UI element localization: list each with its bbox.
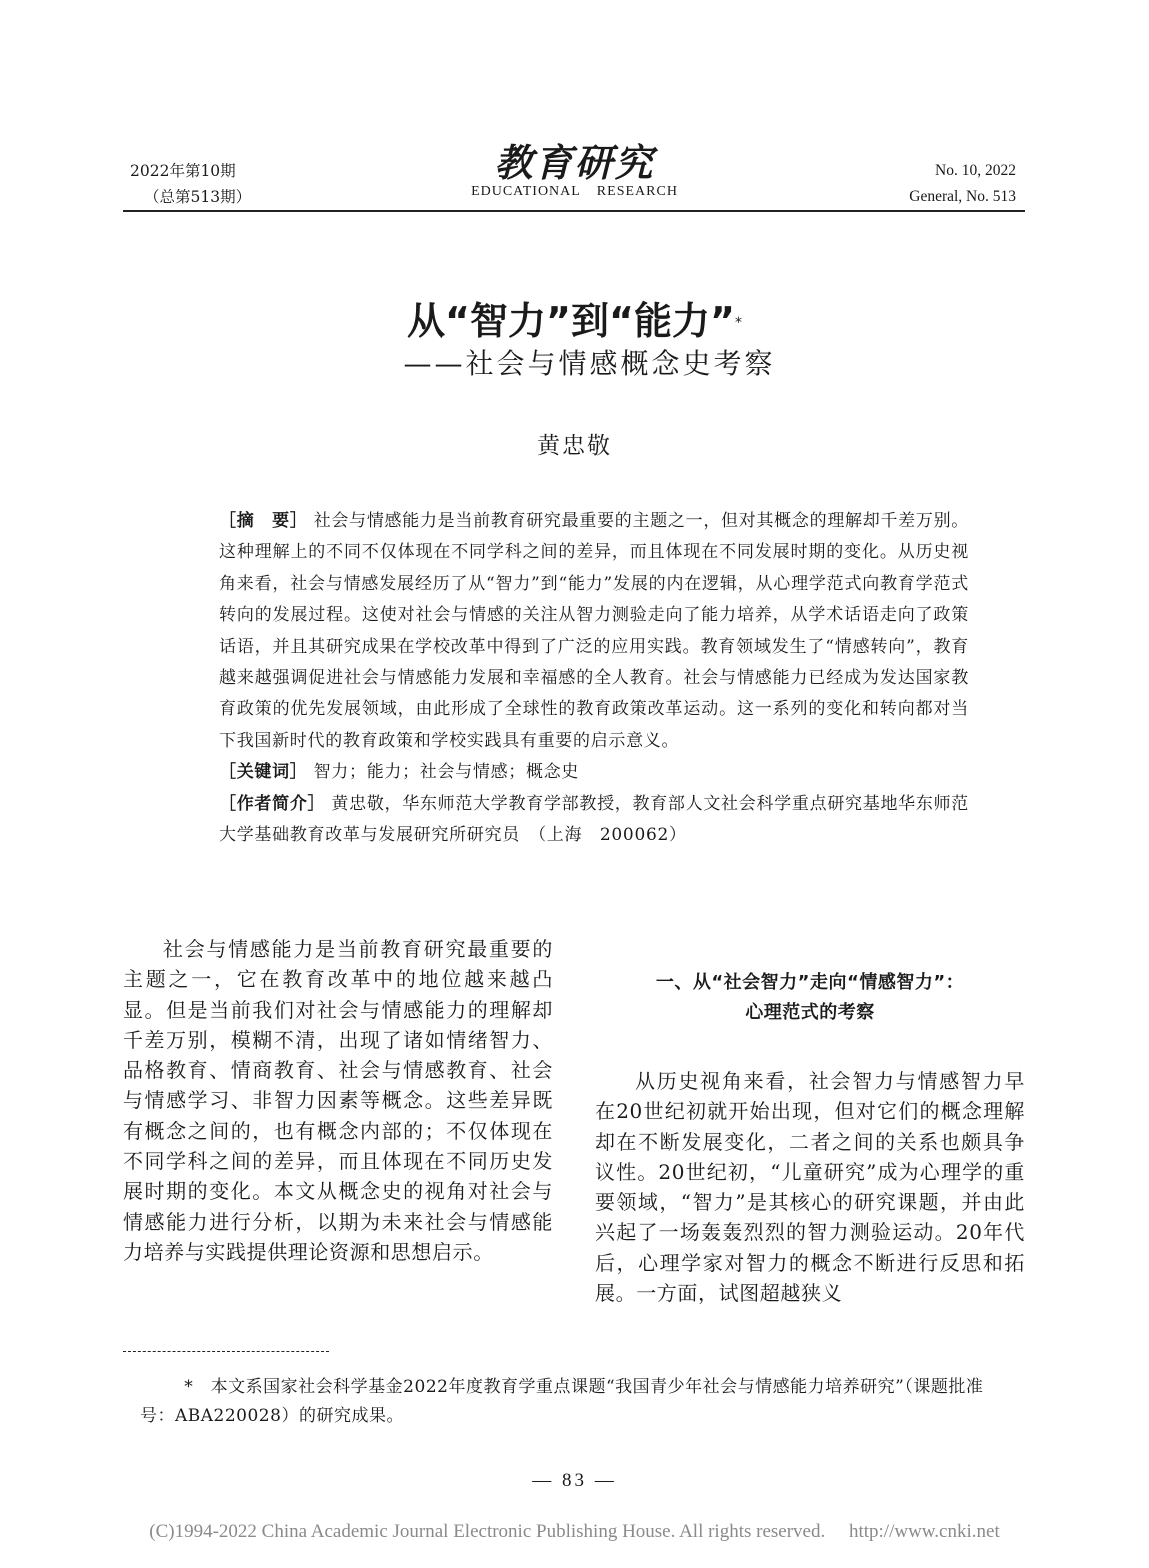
- bio-label: ［作者简介］: [219, 793, 326, 814]
- footnote: [140, 1373, 1010, 1431]
- title-text: 从“智力”到“能力”: [407, 299, 735, 343]
- footnote-rule: [123, 1351, 329, 1352]
- abstract-label: ［摘 要］: [219, 511, 308, 531]
- article-author: 黄忠敬: [537, 433, 612, 459]
- keywords-paragraph: [183, 757, 969, 788]
- section-paragraph: 从历史视角来看，社会智力与情感智力早在20世纪初就开始出现，但对它们的概念理解却在不断发展变化，二者之间的关系也颇具争议性。20世纪初，“儿童研究”成为心理学的重要领域，“智力”是其核心的研究课题，并由此兴起了一场轰轰烈烈的智力测验运动。20年代后，心理学家对智力的概念不断进行反思和拓展。一方面，试图超越狭义: [595, 1069, 1025, 1306]
- body-right-column: [595, 1066, 1025, 1308]
- footnote-text: * 本文系国家社会科学基金2022年度教育学重点课题“我国青少年社会与情感能力培养研究”（课题批准号：ABA220028）的研究成果。: [140, 1377, 984, 1426]
- keywords-text: 智力；能力；社会与情感；概念史: [313, 762, 580, 783]
- issue-number-cn: 2022年第10期: [130, 162, 236, 180]
- issue-number-en: No. 10, 2022: [935, 162, 1016, 179]
- title-footnote-mark: *: [734, 315, 742, 331]
- body-left-column: [123, 934, 553, 1267]
- header-rule: [123, 210, 1025, 212]
- section-heading-line-2: 心理范式的考察: [745, 1002, 875, 1023]
- article-subtitle: ——社会与情感概念史考察: [403, 347, 776, 380]
- intro-paragraph: 社会与情感能力是当前教育研究最重要的主题之一，它在教育改革中的地位越来越凸显。但是当前我们对社会与情感能力的理解却千差万别，模糊不清，出现了诸如情绪智力、品格教育、情商教育、社会与情感教育、社会与情感学习、非智力因素等概念。这些差异既有概念之间的，也有概念内部的；不仅体现在不同学科之间的差异，而且体现在不同历史发展时期的变化。本文从概念史的视角对社会与情感能力进行分析，以期为未来社会与情感能力培养与实践提供理论资源和思想启示。: [123, 937, 553, 1264]
- total-issue-cn: （总第513期）: [144, 188, 252, 206]
- issue-info-en: [909, 158, 1016, 210]
- section-heading-line-1: 一、从“社会智力”走向“情感智力”：: [655, 972, 965, 993]
- total-issue-en: General, No. 513: [909, 188, 1016, 205]
- journal-name-en: EDUCATIONAL RESEARCH: [471, 184, 678, 199]
- bio-paragraph: [183, 789, 969, 852]
- page-number: — 83 —: [532, 1470, 617, 1491]
- copyright-line: (C)1994-2022 China Academic Journal Electronic Publishing House. All rights reserved. http://www.cnki.net: [149, 1521, 1000, 1542]
- section-heading: [595, 968, 1025, 1028]
- abstract-block: [183, 506, 969, 851]
- journal-name-cn: 教育研究: [494, 140, 655, 185]
- abstract-paragraph: [183, 506, 969, 757]
- abstract-text: 社会与情感能力是当前教育研究最重要的主题之一，但对其概念的理解却千差万别。这种理解上的不同不仅体现在不同学科之间的差异，而且体现在不同发展时期的变化。从历史视角来看，社会与情感发展经历了从“智力”到“能力”发展的内在逻辑，从心理学范式向教育学范式转向的发展过程。这使对社会与情感的关注从智力测验走向了能力培养，从学术话语走向了政策话语，并且其研究成果在学校改革中得到了广泛的应用实践。教育领域发生了“情感转向”，教育越来越强调促进社会与情感能力发展和幸福感的全人教育。社会与情感能力已经成为发达国家教育政策的优先发展领域，由此形成了全球性的教育政策改革运动。这一系列的变化和转向都对当下我国新时代的教育政策和学校实践具有重要的启示意义。: [219, 511, 970, 751]
- keywords-label: ［关键词］: [219, 762, 308, 783]
- bio-text: 黄忠敬，华东师范大学教育学部教授，教育部人文社会科学重点研究基地华东师范大学基础教育改革与发展研究所研究员 （上海 200062）: [219, 793, 970, 846]
- article-title: [0, 296, 1149, 346]
